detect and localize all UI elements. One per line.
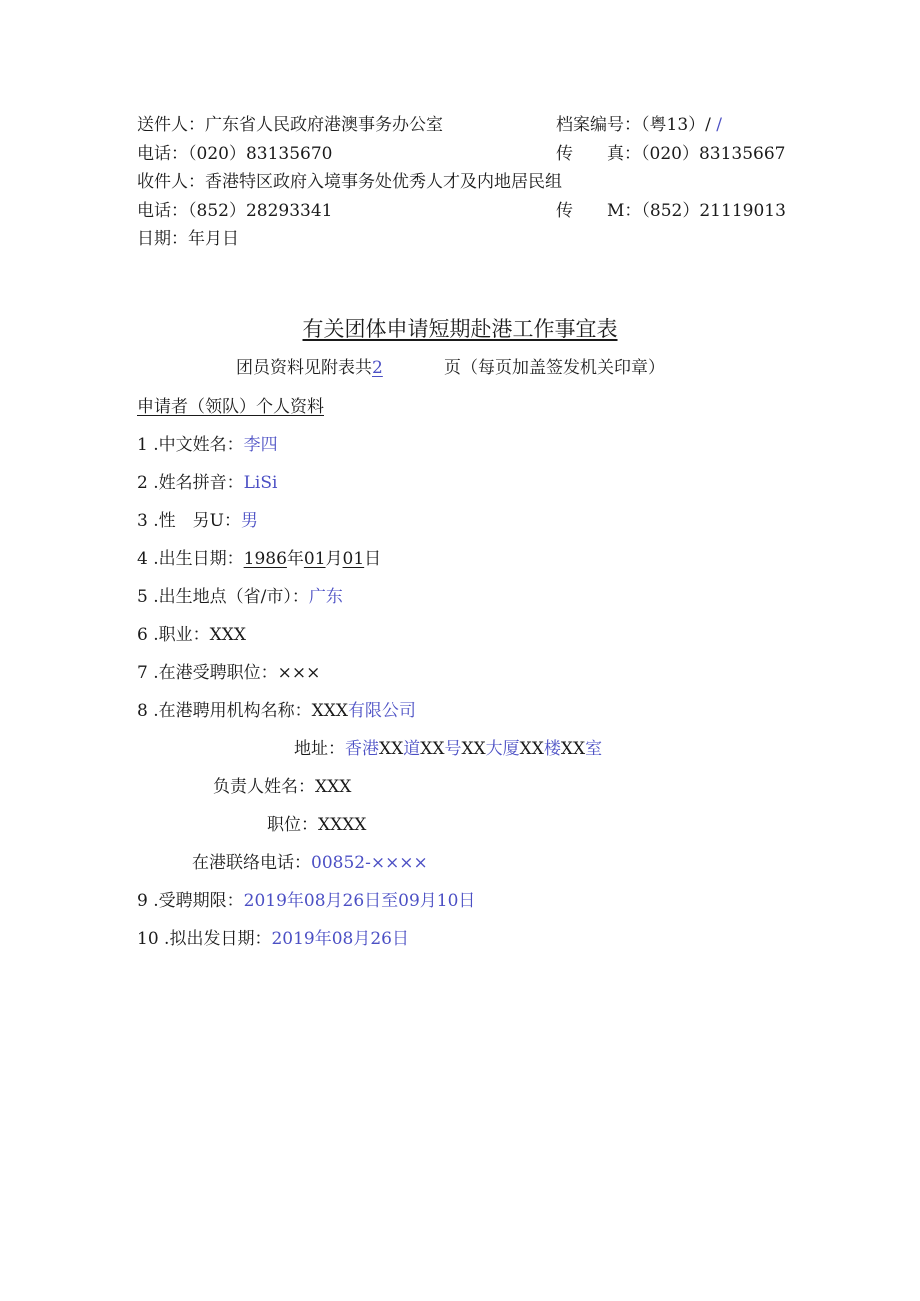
file-number-value: （粤13）/ — [641, 115, 711, 135]
field-label: 7 .在港受聘职位： — [137, 663, 278, 683]
dob-month-unit: 月 — [325, 549, 343, 569]
field-label: 5 .出生地点（省/市）： — [137, 587, 309, 607]
address-part: XX — [461, 739, 486, 759]
field-value: 2019年08月26日至09月10日 — [243, 891, 476, 911]
address-part: 号 — [444, 739, 462, 759]
field-value: XXXX — [318, 815, 367, 835]
file-number-line — [556, 117, 722, 134]
sender-phone-line — [137, 146, 332, 163]
field-label: 10 .拟出发日期： — [137, 929, 272, 949]
address-part: XX — [519, 739, 544, 759]
field-label: 4 .出生日期： — [137, 549, 244, 569]
section-heading: 申请者（领队）个人资料 — [137, 397, 324, 417]
field-value: XXX — [315, 777, 352, 797]
address-part: 香港 — [345, 739, 379, 759]
fax2-label: 传 M： — [556, 201, 642, 221]
field-value: 2019年08月26日 — [271, 929, 409, 949]
employer-prefix: XXX — [311, 701, 348, 721]
field-value: 男 — [240, 511, 258, 531]
dob-day: 01 — [342, 549, 365, 569]
field-gender — [137, 513, 258, 530]
address-part: XX — [420, 739, 445, 759]
field-value: 00852-×××× — [311, 853, 428, 873]
recipient-phone-line — [137, 203, 332, 220]
address-part: 道 — [403, 739, 421, 759]
subtitle — [236, 360, 383, 377]
field-label: 在港联络电话： — [192, 853, 311, 873]
dob-month: 01 — [303, 549, 326, 569]
sender-fax-line — [556, 146, 785, 163]
field-employment-period — [137, 893, 475, 910]
recipient-fax-line — [556, 203, 786, 220]
field-dob — [137, 551, 381, 568]
address-part: 室 — [585, 739, 603, 759]
recipient-line — [137, 174, 562, 191]
subtitle-page-count: 2 — [372, 358, 383, 378]
form-title-text: 有关团体申请短期赴港工作事宜表 — [302, 317, 618, 341]
form-title — [0, 319, 920, 340]
field-label: 负责人姓名： — [213, 777, 315, 797]
field-contact-title — [267, 817, 366, 834]
field-value: 广东 — [308, 587, 343, 607]
field-label: 6 .职业： — [137, 625, 210, 645]
fax-value: （020）83135667 — [641, 144, 786, 164]
address-part: XX — [379, 739, 404, 759]
address-part: 大厦 — [485, 739, 520, 759]
dob-year-unit: 年 — [286, 549, 304, 569]
file-number-slash: / — [716, 115, 722, 135]
field-label: 职位： — [267, 815, 318, 835]
dob-day-unit: 日 — [364, 549, 382, 569]
field-hk-position — [137, 665, 320, 682]
field-label: 1 .中文姓名： — [137, 435, 244, 455]
subtitle-prefix: 团员资料见附表共 — [236, 358, 372, 378]
employer-suffix: 有限公司 — [347, 701, 416, 721]
sender-line — [137, 117, 443, 134]
field-value: LiSi — [243, 473, 278, 493]
phone2-value: （852）28293341 — [188, 201, 333, 221]
recipient-value: 香港特区政府入境事务处优秀人才及内地居民组 — [205, 172, 562, 192]
file-number-label: 档案编号： — [556, 115, 641, 135]
field-occupation — [137, 627, 246, 644]
dob-year: 1986 — [243, 549, 287, 569]
field-contact-name — [213, 779, 351, 796]
sender-label: 送件人： — [137, 115, 205, 135]
field-name-cn — [137, 437, 278, 454]
address-part: XX — [560, 739, 586, 759]
field-value: ××× — [277, 663, 321, 683]
subtitle-suffix: 页（每页加盖签发机关印章） — [444, 358, 665, 378]
field-label: 2 .姓名拼音： — [137, 473, 244, 493]
field-address — [294, 741, 602, 758]
address-part: 楼 — [543, 739, 561, 759]
field-value: XXX — [209, 625, 246, 645]
recipient-label: 收件人： — [137, 172, 205, 192]
phone2-label: 电话： — [137, 201, 188, 221]
field-label: 地址： — [294, 739, 345, 759]
fax2-value: （852）21119013 — [641, 201, 786, 221]
field-hk-phone — [192, 855, 428, 872]
phone-value: （020）83135670 — [188, 144, 333, 164]
fax-label: 传 真： — [556, 144, 641, 164]
field-label: 8 .在港聘用机构名称： — [137, 701, 312, 721]
field-birthplace — [137, 589, 343, 606]
sender-value: 广东省人民政府港澳事务办公室 — [205, 115, 443, 135]
field-label: 9 .受聘期限： — [137, 891, 244, 911]
field-departure-date — [137, 931, 409, 948]
field-hk-employer — [137, 703, 416, 720]
date-line: 日期：年月日 — [137, 229, 239, 249]
phone-label: 电话： — [137, 144, 188, 164]
field-value: 李四 — [243, 435, 278, 455]
field-name-pinyin — [137, 475, 277, 492]
field-label: 3 .性 另U： — [137, 511, 241, 531]
